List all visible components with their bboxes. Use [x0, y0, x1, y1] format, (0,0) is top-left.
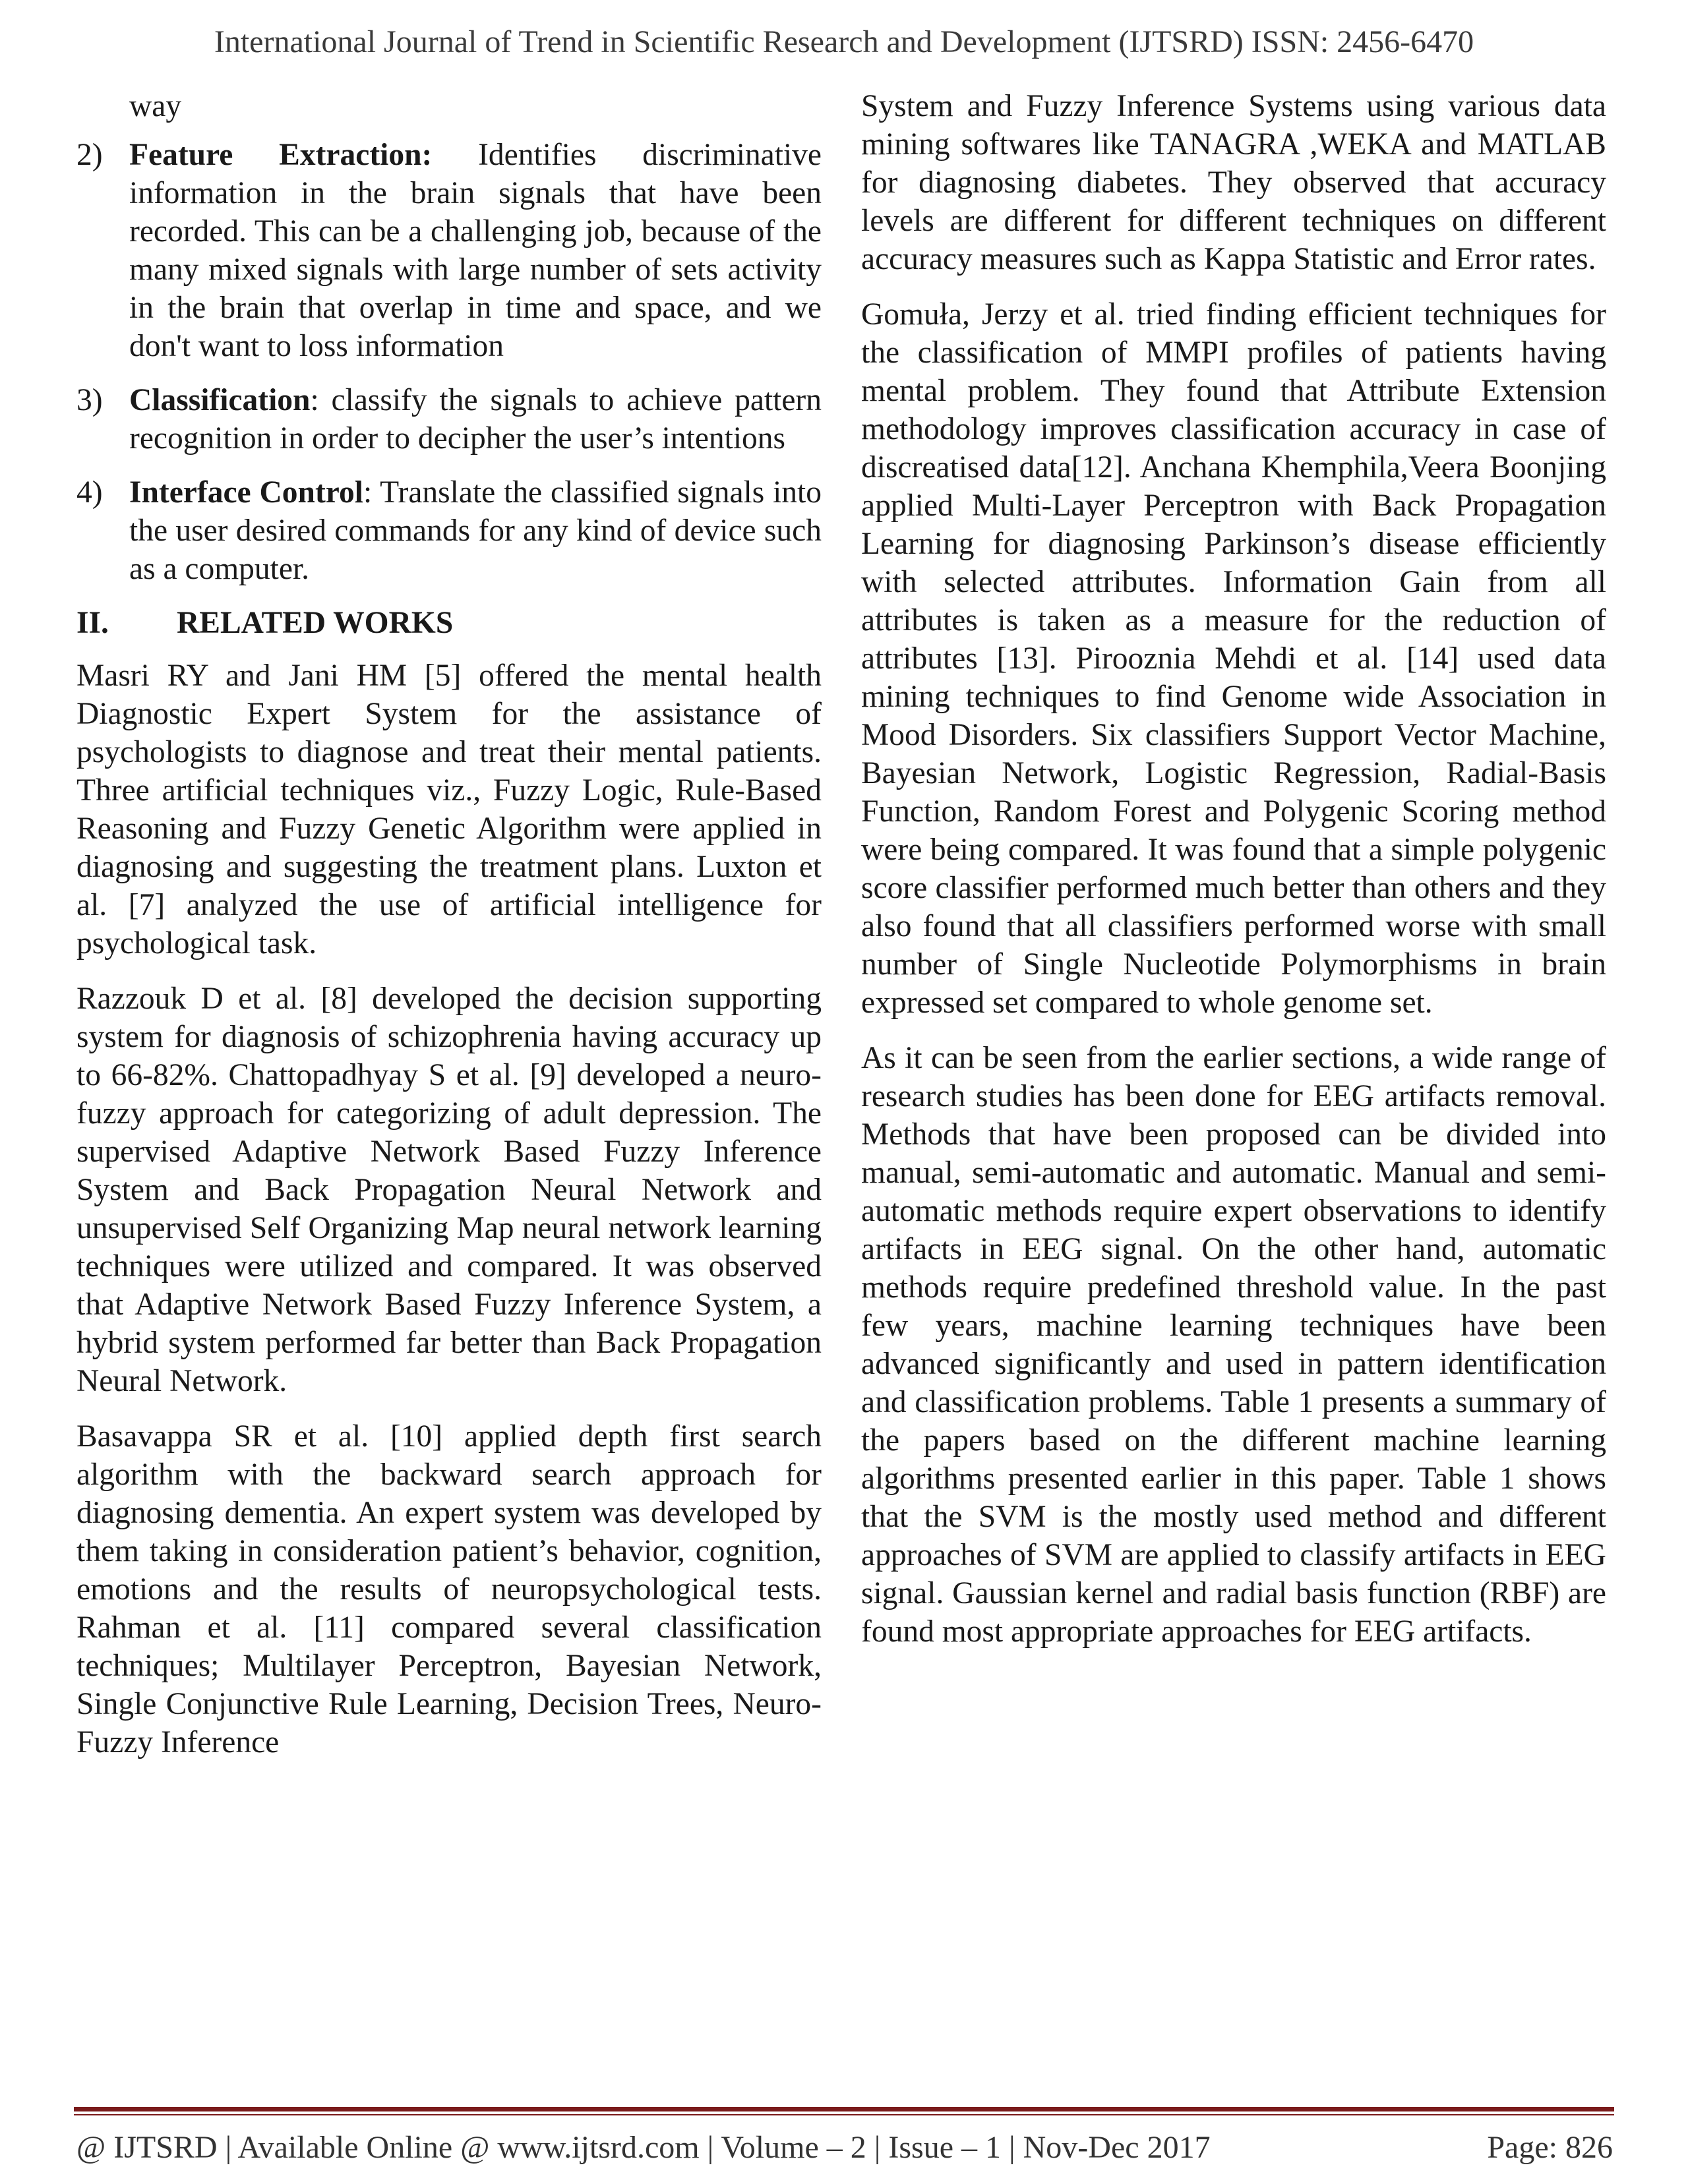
list-number: 2) — [76, 138, 103, 172]
list-item — [76, 473, 822, 588]
bci-steps-list — [76, 136, 822, 588]
page-number: Page: 826 — [1487, 2130, 1613, 2165]
paragraph: Gomuła, Jerzy et al. tried finding efficient techniques for the classification of MMPI profiles of patients having mental problem. They found that Attribute Extension methodology improves classification accuracy in case of discreatised data[12]. Anchana Khemphila,Veera Boonjing applied Multi-Layer Perceptron with Back Propagation Learning for diagnosing Parkinson’s disease efficiently with selected attributes. Information Gain from all attributes is taken as a measure for the reduction of attributes [13]. Pirooznia Mehdi et al. [14] used data mining techniques to find Genome wide Association in Mood Disorders. Six classifiers Support Vector Machine, Bayesian Network, Logistic Regression, Radial-Basis Function, Random Forest and Polygenic Scoring method were being compared. It was found that a simple polygenic score classifier performed much better than others and they also found that all classifiers performed worse with small number of Single Nucleotide Polymorphisms in brain expressed set compared to whole genome set. — [861, 297, 1606, 1020]
paragraph: As it can be seen from the earlier sections, a wide range of research studies has been done for EEG artifacts removal. Methods that have been proposed can be divided into manual, semi-automatic and automatic. Manual and semi-automatic methods require expert observations to identify artifacts in EEG signal. On the other hand, automatic methods require predefined threshold value. In the past few years, machine learning techniques have been advanced significantly and used in pattern identification and classification problems. Table 1 presents a summary of the papers based on the different machine learning algorithms presented earlier in this paper. Table 1 shows that the SVM is the mostly used method and different approaches of SVM are applied to classify artifacts in EEG signal. Gaussian kernel and radial basis function (RBF) are found most appropriate approaches for EEG artifacts. — [861, 1041, 1606, 1649]
list-term: Interface Control — [129, 475, 363, 510]
list-text: Identifies discriminative information in the brain signals that have been recorded. This can be a challenging job, because of the many mixed signals with large number of sets activity in the brain that overlap in time and space, and we don't want to loss information — [129, 138, 822, 363]
paragraph: Razzouk D et al. [8] developed the decision supporting system for diagnosis of schizophrenia having accuracy up to 66-82%. Chattopadhyay S et al. [9] developed a neuro-fuzzy approach for categorizing of adult depression. The supervised Adaptive Network Based Fuzzy Inference System and Back Propagation Neural Network and unsupervised Self Organizing Map neural network learning techniques were utilized and compared. It was observed that Adaptive Network Based Fuzzy Inference System, a hybrid system performed far better than Back Propagation Neural Network. — [76, 982, 822, 1398]
section-number: II. — [76, 606, 109, 640]
list-text: : classify the signals to achieve pattern recognition in order to decipher the user’s intentions — [129, 383, 822, 456]
list-term: Feature Extraction: — [129, 138, 433, 172]
right-column — [861, 87, 1606, 1668]
page-footer — [76, 2129, 1613, 2166]
continued-text: way — [129, 89, 182, 123]
section-title: RELATED WORKS — [177, 606, 454, 640]
left-column — [76, 87, 822, 1779]
paragraph: Basavappa SR et al. [10] applied depth first search algorithm with the backward search approach for diagnosing dementia. An expert system was developed by them taking in consideration patient’s behavior, cognition, emotions and the results of neuropsychological tests. Rahman et al. [11] compared several classification techniques; Multilayer Perceptron, Bayesian Network, Single Conjunctive Rule Learning, Decision Trees, Neuro-Fuzzy Inference — [76, 1419, 822, 1759]
footer-divider-thin — [74, 2114, 1614, 2115]
list-item — [76, 381, 822, 457]
list-item — [76, 136, 822, 365]
list-term: Classification — [129, 383, 311, 417]
journal-header: International Journal of Trend in Scientific Research and Development (IJTSRD) ISSN: 2456-6470 — [214, 24, 1474, 59]
list-number: 4) — [76, 475, 103, 510]
paragraph: System and Fuzzy Inference Systems using various data mining softwares like TANAGRA ,WEKA and MATLAB for diagnosing diabetes. They observed that accuracy levels are different for different techniques on different accuracy measures such as Kappa Statistic and Error rates. — [861, 89, 1606, 276]
footer-info: @ IJTSRD | Available Online @ www.ijtsrd.com | Volume – 2 | Issue – 1 | Nov-Dec 2017 — [76, 2130, 1211, 2165]
list-number: 3) — [76, 383, 103, 417]
list-text: : Translate the classified signals into the user desired commands for any kind of device such as a computer. — [129, 475, 822, 586]
paragraph: Masri RY and Jani HM [5] offered the mental health Diagnostic Expert System for the assistance of psychologists to diagnose and treat their mental patients. Three artificial techniques viz., Fuzzy Logic, Rule-Based Reasoning and Fuzzy Genetic Algorithm were applied in diagnosing and suggesting the treatment plans. Luxton et al. [7] analyzed the use of artificial intelligence for psychological task. — [76, 659, 822, 960]
footer-divider — [74, 2107, 1614, 2111]
section-heading — [76, 604, 822, 642]
